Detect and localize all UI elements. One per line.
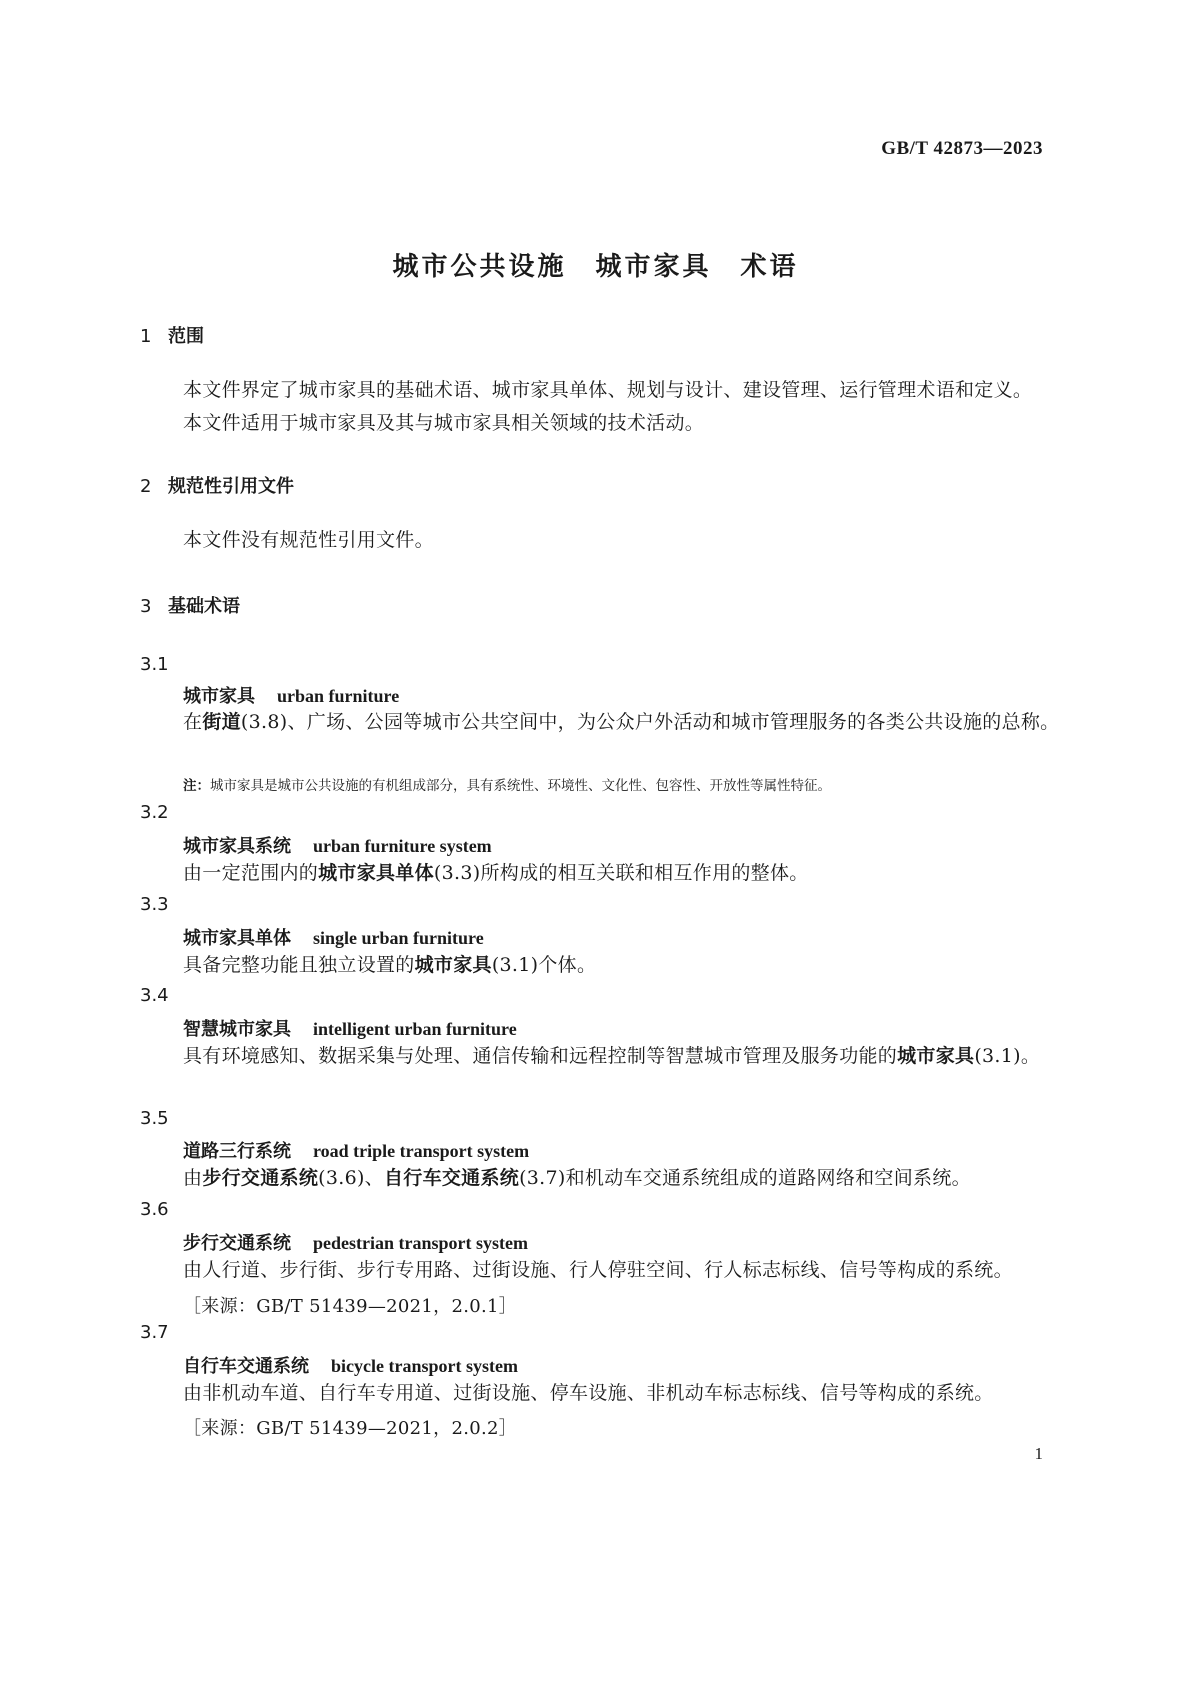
definition-text: (3.7)和机动车交通系统组成的道路网络和空间系统。: [519, 1167, 971, 1189]
term-zh: 步行交通系统: [183, 1233, 291, 1254]
definition-text: 由一定范围内的: [183, 862, 319, 884]
term-definition: [140, 857, 1060, 890]
definition-text: 在: [183, 711, 203, 733]
term-heading: [183, 924, 484, 950]
term-number: 3.5: [140, 1108, 169, 1129]
term-en: bicycle transport system: [331, 1356, 518, 1376]
normative-references-paragraph: 本文件没有规范性引用文件。: [183, 529, 434, 551]
definition-text: 由人行道、步行街、步行专用路、过街设施、行人停驻空间、行人标志标线、信号等构成的系统。: [183, 1259, 1013, 1281]
definition-text: (3.1)个体。: [491, 954, 597, 976]
term-heading: [183, 1137, 529, 1163]
document-title: 城市公共设施 城市家具 术语: [392, 252, 799, 282]
term-number: 3.1: [140, 654, 169, 675]
term-en: urban furniture system: [313, 836, 492, 856]
definition-text: 由: [183, 1167, 203, 1189]
definition-text: (3.8)、广场、公园等城市公共空间中，为公众户外活动和城市管理服务的各类公共设施的总称。: [240, 711, 1060, 733]
section-title: 规范性引用文件: [168, 476, 294, 497]
section-heading-scope: [140, 322, 204, 348]
term-cross-reference: 城市家具: [897, 1045, 975, 1067]
term-number: 3.3: [140, 894, 169, 915]
term-en: intelligent urban furniture: [313, 1019, 517, 1039]
section-number: 2: [140, 476, 152, 497]
term-source: ［来源：GB/T 51439—2021，2.0.2］: [183, 1418, 518, 1439]
definition-text: 具有环境感知、数据采集与处理、通信传输和远程控制等智慧城市管理及服务功能的: [183, 1045, 898, 1067]
term-number: 3.7: [140, 1322, 169, 1343]
scope-paragraph-2: 本文件适用于城市家具及其与城市家具相关领域的技术活动。: [183, 412, 705, 434]
term-heading: [183, 1229, 528, 1255]
term-heading: [183, 1352, 518, 1378]
note-text: 城市家具是城市公共设施的有机组成部分，具有系统性、环境性、文化性、包容性、开放性等属性特征。: [210, 778, 831, 794]
term-en: road triple transport system: [313, 1141, 530, 1161]
term-number: 3.4: [140, 985, 169, 1006]
term-zh: 智慧城市家具: [183, 1019, 291, 1040]
term-definition: [140, 1254, 1060, 1287]
term-heading: [183, 682, 399, 708]
term-cross-reference: 步行交通系统: [202, 1167, 319, 1189]
term-number: 3.2: [140, 802, 169, 823]
section-title: 基础术语: [168, 596, 240, 617]
term-number: 3.6: [140, 1199, 169, 1220]
definition-text: 由非机动车道、自行车专用道、过街设施、停车设施、非机动车标志标线、信号等构成的系统。: [183, 1382, 994, 1404]
term-zh: 城市家具系统: [183, 836, 291, 857]
term-zh: 城市家具单体: [183, 928, 291, 949]
section-number: 3: [140, 596, 152, 617]
term-en: pedestrian transport system: [313, 1233, 528, 1253]
term-cross-reference: 城市家具单体: [318, 862, 434, 884]
section-number: 1: [140, 326, 152, 347]
term-definition: [140, 706, 1060, 739]
page-number: 1: [1034, 1444, 1043, 1463]
term-zh: 自行车交通系统: [183, 1356, 309, 1377]
note-label: 注：: [183, 778, 210, 794]
term-heading: [183, 832, 492, 858]
section-title: 范围: [168, 326, 204, 347]
term-cross-reference: 自行车交通系统: [383, 1167, 520, 1189]
term-cross-reference: 城市家具: [414, 954, 492, 976]
term-zh: 道路三行系统: [183, 1141, 291, 1162]
term-en: urban furniture: [277, 686, 400, 706]
definition-text: (3.6)、: [318, 1167, 384, 1189]
scope-paragraph-1: 本文件界定了城市家具的基础术语、城市家具单体、规划与设计、建设管理、运行管理术语和定义。: [183, 379, 1033, 401]
term-definition: [140, 1377, 1060, 1410]
term-heading: [183, 1015, 517, 1041]
term-source: ［来源：GB/T 51439—2021，2.0.1］: [183, 1296, 518, 1317]
term-note: [183, 774, 831, 794]
section-heading-normative-references: [140, 472, 294, 498]
term-en: single urban furniture: [313, 928, 484, 948]
term-definition: [140, 1040, 1060, 1073]
term-cross-reference: 街道: [202, 711, 241, 733]
term-definition: [140, 949, 1060, 982]
standard-code: GB/T 42873—2023: [881, 138, 1043, 159]
section-heading-basic-terms: [140, 592, 240, 618]
term-zh: 城市家具: [183, 686, 255, 707]
term-definition: [140, 1162, 1060, 1195]
definition-text: (3.1)。: [974, 1045, 1041, 1067]
definition-text: 具备完整功能且独立设置的: [183, 954, 415, 976]
definition-text: (3.3)所构成的相互关联和相互作用的整体。: [433, 862, 809, 884]
